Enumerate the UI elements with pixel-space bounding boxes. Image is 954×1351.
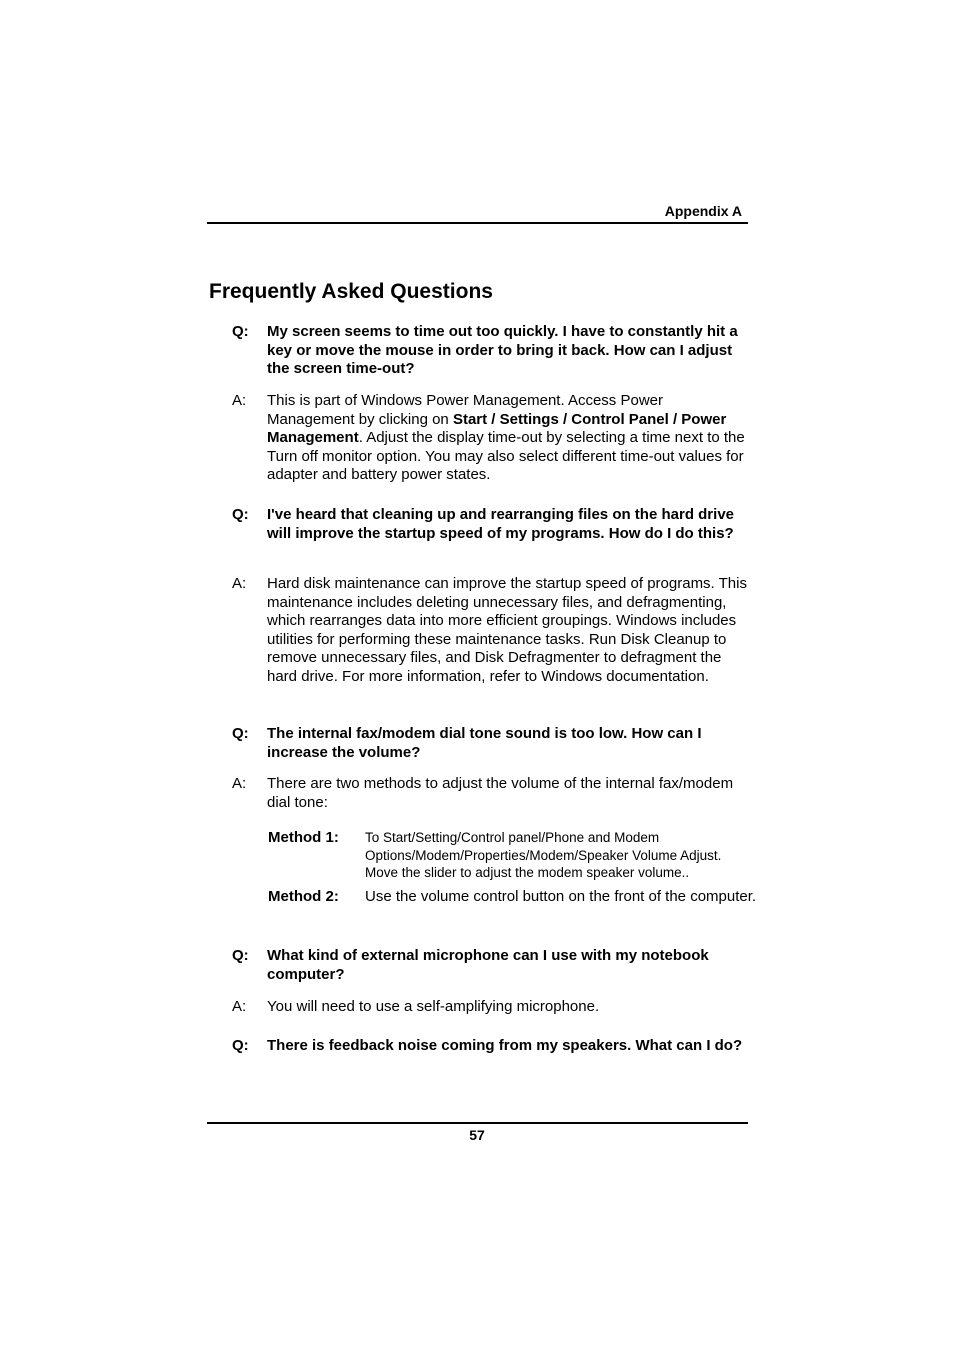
answer-text-part: . Adjust the display time-out by selecting a time next to the Turn off monitor option. You may also select different time-out values for adapter and battery power states. — [267, 429, 745, 483]
question-marker: Q: — [232, 725, 249, 742]
question-text: I've heard that cleaning up and rearranging files on the hard drive will improve the startup speed of my programs. How do I do this? — [267, 506, 734, 542]
page-title: Frequently Asked Questions — [209, 280, 493, 303]
question-marker: Q: — [232, 323, 249, 340]
method-1 — [268, 829, 758, 882]
question-text: What kind of external microphone can I use with my notebook computer? — [267, 947, 709, 983]
answer-text: You will need to use a self-amplifying microphone. — [267, 998, 600, 1015]
menu-path: Start / Settings / Control Panel / Power Management — [267, 410, 727, 446]
faq-answer-3 — [232, 775, 752, 812]
question-text: There is feedback noise coming from my speakers. What can I do? — [267, 1037, 743, 1054]
faq-question-2 — [232, 506, 752, 543]
question-marker: Q: — [232, 506, 249, 523]
answer-marker: A: — [232, 575, 247, 592]
footer-rule — [207, 1122, 748, 1124]
answer-text: Hard disk maintenance can improve the startup speed of programs. This maintenance includes deleting unnecessary files, and defragmenting, which rearranges data into more efficient groupings. Windows includes utilities for performing these maintenance tasks. Run Disk Cleanup to remove unnecessary files, and Disk Defragmenter to defragment the hard drive. For more information, refer to Windows documentation. — [267, 575, 747, 685]
method-2 — [268, 888, 758, 907]
faq-question-1 — [232, 323, 752, 379]
faq-question-3 — [232, 725, 752, 762]
question-text: My screen seems to time out too quickly. I have to constantly hit a key or move the mouse in order to bring it back. How can I adjust the screen time-out? — [267, 323, 738, 377]
answer-marker: A: — [232, 998, 247, 1015]
faq-answer-1 — [232, 392, 752, 485]
question-marker: Q: — [232, 1037, 249, 1054]
answer-marker: A: — [232, 775, 247, 792]
method-text: To Start/Setting/Control panel/Phone and Modem Options/Modem/Properties/Modem/Speaker Volume Adjust. Move the slider to adjust the modem speaker volume.. — [365, 830, 722, 880]
question-text: The internal fax/modem dial tone sound is too low. How can I increase the volume? — [267, 725, 702, 761]
answer-marker: A: — [232, 392, 247, 409]
answer-text — [267, 392, 752, 485]
answer-text: There are two methods to adjust the volume of the internal fax/modem dial tone: — [267, 775, 734, 811]
method-text: Use the volume control button on the front of the computer. — [365, 888, 757, 905]
faq-answer-2 — [232, 575, 752, 686]
question-marker: Q: — [232, 947, 249, 964]
method-label: Method 2: — [268, 888, 339, 905]
header-rule — [207, 222, 748, 224]
method-label: Method 1: — [268, 829, 339, 846]
page-number: 57 — [469, 1127, 485, 1143]
faq-question-5 — [232, 1037, 752, 1056]
section-header: Appendix A — [664, 203, 742, 219]
answer-text-part: This is part of Windows Power Management. Access Power Management by clicking on — [267, 392, 663, 428]
faq-question-4 — [232, 947, 752, 984]
faq-answer-4 — [232, 998, 752, 1017]
